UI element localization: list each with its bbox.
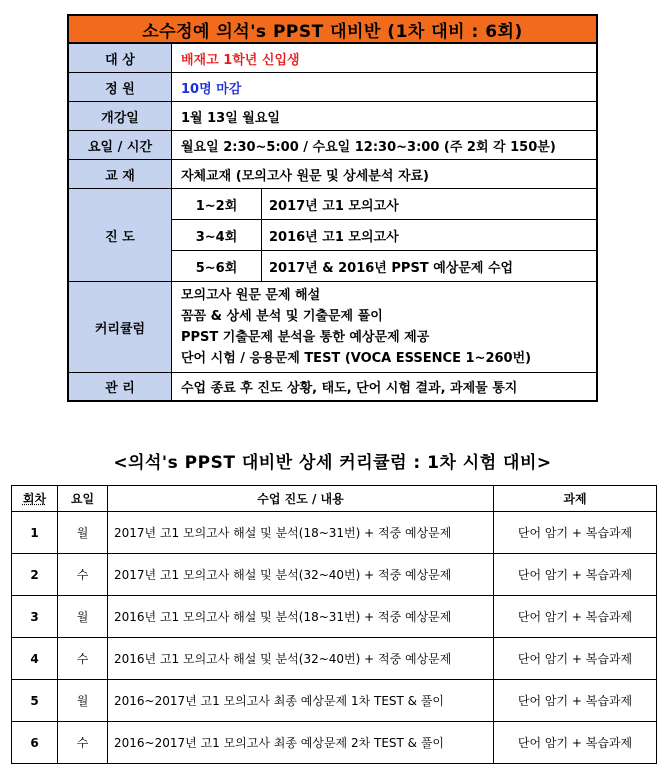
progress-sessions: 5~6회 (172, 251, 262, 281)
cell-homework: 단어 암기 + 복습과제 (494, 680, 657, 722)
progress-row (172, 251, 596, 281)
curriculum-line: 단어 시험 / 응용문제 TEST (VOCA ESSENCE 1~260번) (181, 351, 532, 366)
table-row (12, 596, 657, 638)
curriculum-line: 모의고사 원문 문제 해설 (181, 288, 321, 303)
table-header-row (12, 486, 657, 512)
info-value-capacity: 10명 마감 (181, 81, 242, 97)
progress-content: 2016년 고1 모의고사 (269, 229, 399, 245)
table-row (12, 680, 657, 722)
info-label-start: 개강일 (69, 102, 172, 130)
detail-curriculum-table (11, 485, 657, 764)
curriculum-line: 꼼꼼 & 상세 분석 및 기출문제 풀이 (181, 309, 383, 324)
cell-session: 5 (12, 680, 58, 722)
cell-content: 2017년 고1 모의고사 해설 및 분석(18~31번) + 적중 예상문제 (108, 512, 494, 554)
cell-homework: 단어 암기 + 복습과제 (494, 638, 657, 680)
info-label-schedule: 요일 / 시간 (69, 131, 172, 159)
info-row-material (67, 160, 598, 189)
info-value-management: 수업 종료 후 진도 상황, 태도, 단어 시험 결과, 과제물 통지 (181, 381, 518, 396)
progress-row (172, 220, 596, 251)
info-label-target: 대 상 (69, 44, 172, 72)
info-row-management (67, 373, 598, 402)
progress-content: 2017년 & 2016년 PPST 예상문제 수업 (269, 260, 514, 276)
cell-session: 1 (12, 512, 58, 554)
cell-day: 수 (58, 554, 108, 596)
cell-session: 4 (12, 638, 58, 680)
table-row (12, 512, 657, 554)
info-label-capacity: 정 원 (69, 73, 172, 101)
info-label-management: 관 리 (69, 373, 172, 400)
info-label-progress: 진 도 (69, 189, 172, 281)
header-session: 회차 (12, 486, 58, 512)
progress-sessions: 1~2회 (172, 189, 262, 219)
table-row (12, 554, 657, 596)
curriculum-line: PPST 기출문제 분석을 통한 예상문제 제공 (181, 330, 430, 345)
info-value-start: 1월 13일 월요일 (181, 110, 280, 126)
cell-day: 월 (58, 680, 108, 722)
progress-subtable (172, 189, 596, 281)
cell-day: 수 (58, 722, 108, 764)
info-row-capacity (67, 73, 598, 102)
course-title-banner: 소수정예 의석's PPST 대비반 (1차 대비 : 6회) (67, 14, 598, 44)
info-row-curriculum (67, 282, 598, 373)
info-label-material: 교 재 (69, 160, 172, 188)
info-row-start (67, 102, 598, 131)
cell-homework: 단어 암기 + 복습과제 (494, 554, 657, 596)
info-row-schedule (67, 131, 598, 160)
progress-content: 2017년 고1 모의고사 (269, 198, 399, 214)
cell-day: 월 (58, 596, 108, 638)
cell-session: 3 (12, 596, 58, 638)
info-row-progress (67, 189, 598, 282)
curriculum-list (172, 282, 596, 372)
cell-content: 2016년 고1 모의고사 해설 및 분석(32~40번) + 적중 예상문제 (108, 638, 494, 680)
info-value-material: 자체교재 (모의고사 원문 및 상세분석 자료) (181, 168, 429, 184)
header-day: 요일 (58, 486, 108, 512)
cell-day: 월 (58, 512, 108, 554)
cell-session: 2 (12, 554, 58, 596)
cell-homework: 단어 암기 + 복습과제 (494, 722, 657, 764)
detail-curriculum-heading: <의석's PPST 대비반 상세 커리큘럼 : 1차 시험 대비> (113, 453, 552, 473)
cell-content: 2016년 고1 모의고사 해설 및 분석(18~31번) + 적중 예상문제 (108, 596, 494, 638)
header-content: 수업 진도 / 내용 (108, 486, 494, 512)
cell-day: 수 (58, 638, 108, 680)
cell-homework: 단어 암기 + 복습과제 (494, 512, 657, 554)
cell-content: 2016~2017년 고1 모의고사 최종 예상문제 2차 TEST & 풀이 (108, 722, 494, 764)
course-info-table (67, 14, 598, 402)
table-row (12, 638, 657, 680)
info-value-schedule: 월요일 2:30~5:00 / 수요일 12:30~3:00 (주 2회 각 150분) (181, 139, 556, 155)
cell-session: 6 (12, 722, 58, 764)
progress-sessions: 3~4회 (172, 220, 262, 250)
progress-row (172, 189, 596, 220)
table-row (12, 722, 657, 764)
header-homework: 과제 (494, 486, 657, 512)
cell-content: 2016~2017년 고1 모의고사 최종 예상문제 1차 TEST & 풀이 (108, 680, 494, 722)
info-label-curriculum: 커리큘럼 (69, 282, 172, 372)
cell-homework: 단어 암기 + 복습과제 (494, 596, 657, 638)
info-value-target: 배재고 1학년 신입생 (181, 52, 300, 68)
info-row-target (67, 44, 598, 73)
cell-content: 2017년 고1 모의고사 해설 및 분석(32~40번) + 적중 예상문제 (108, 554, 494, 596)
